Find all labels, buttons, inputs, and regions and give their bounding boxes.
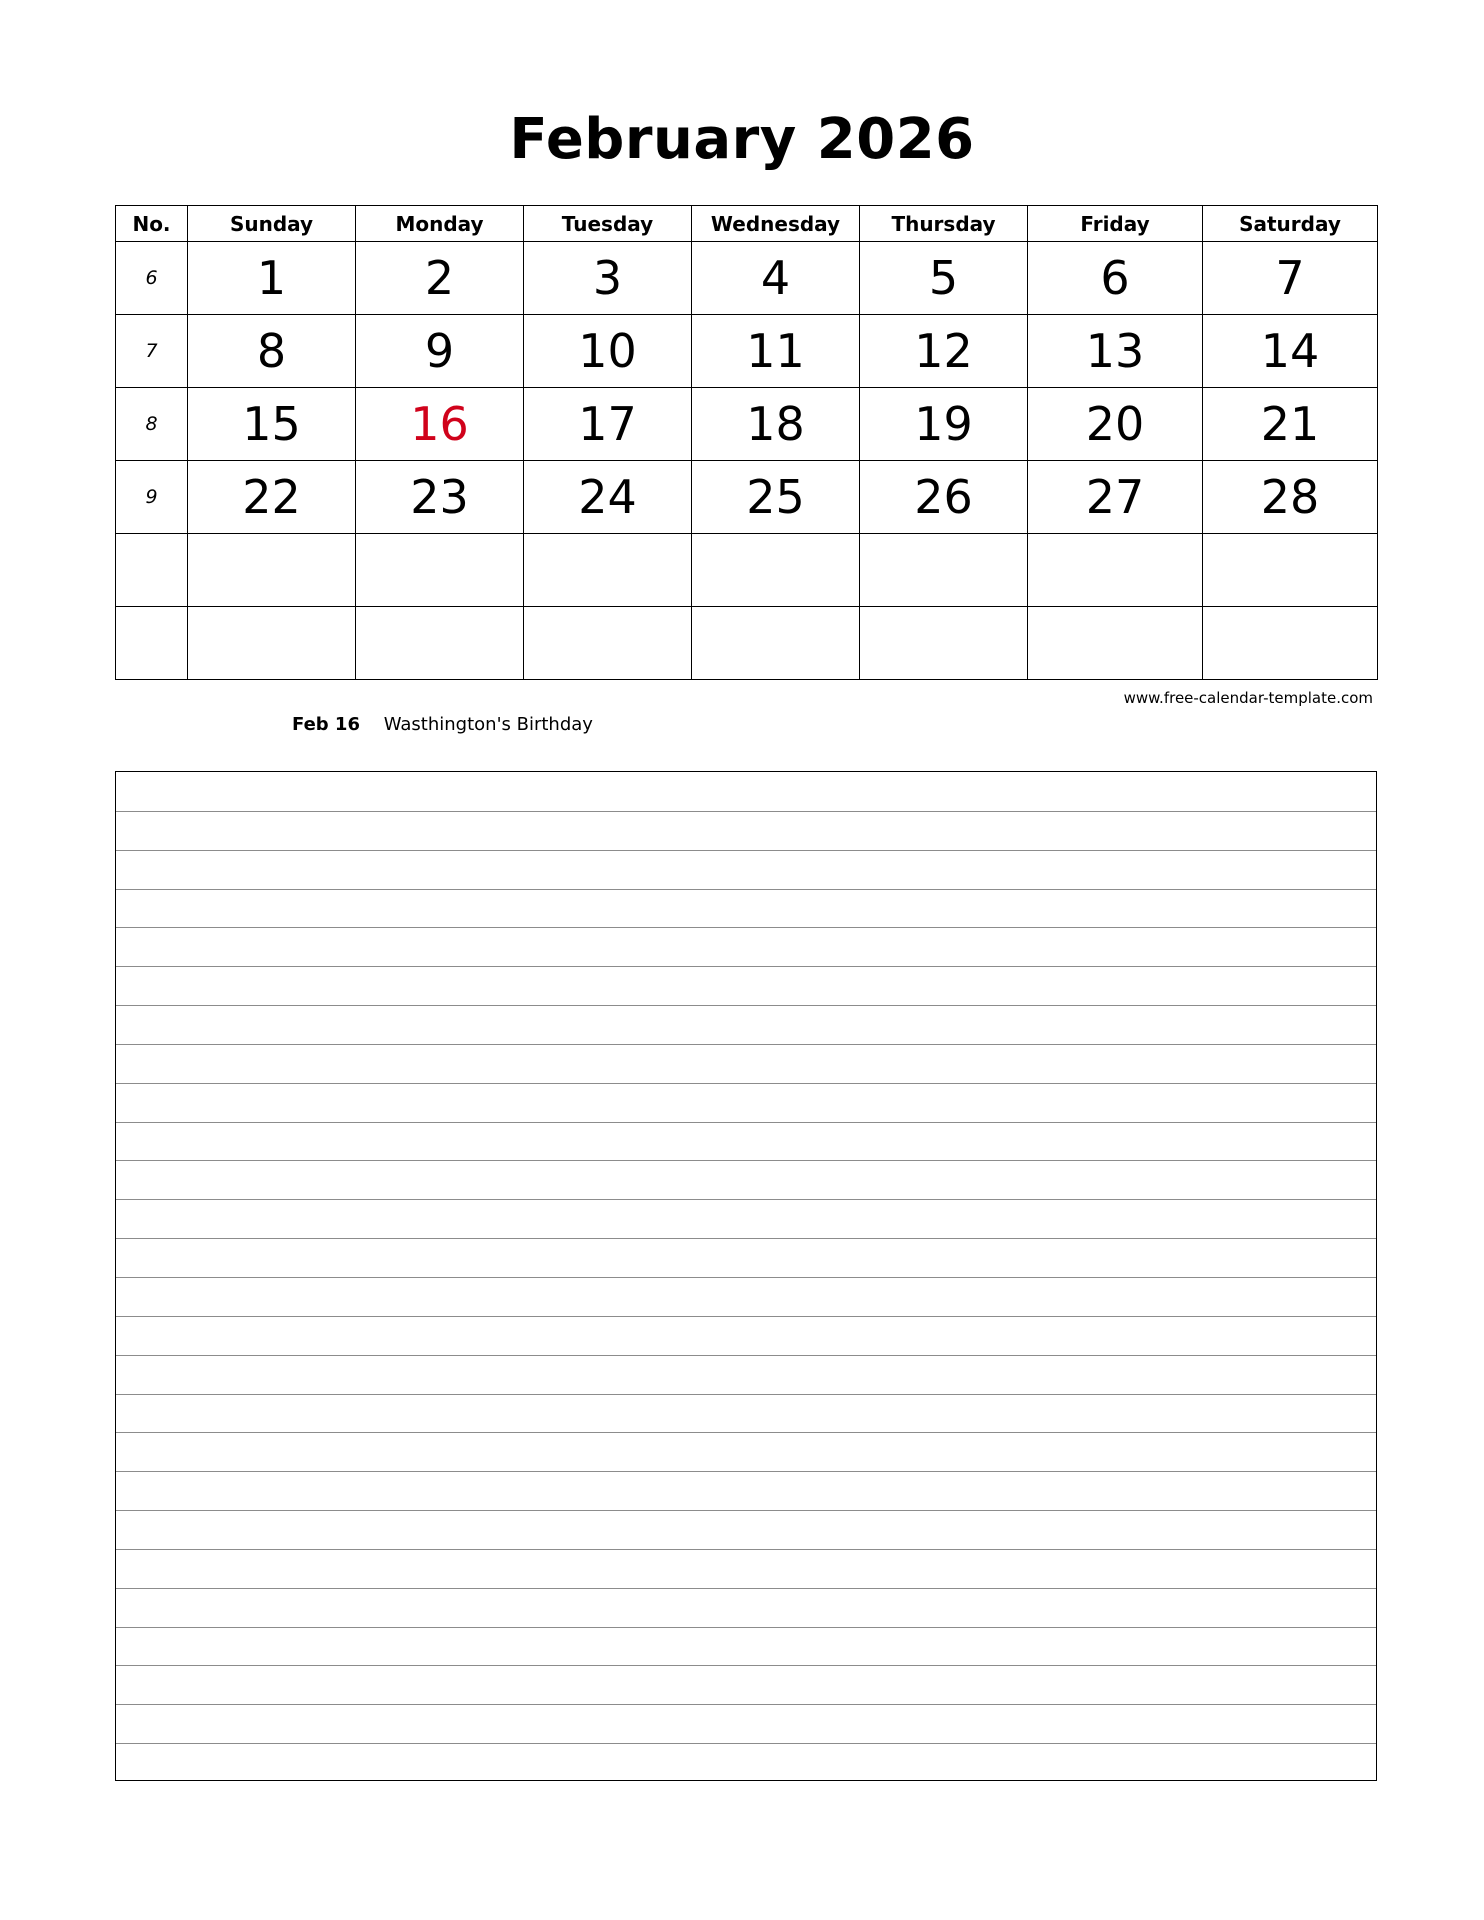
- day-cell: 23: [356, 461, 524, 534]
- empty-day-cell: [1028, 607, 1203, 680]
- calendar-week-row: [116, 242, 1378, 315]
- notes-line: [116, 1199, 1376, 1200]
- notes-line: [116, 1665, 1376, 1666]
- day-cell: 21: [1203, 388, 1378, 461]
- source-credit: www.free-calendar-template.com: [1123, 689, 1373, 707]
- day-cell: 19: [860, 388, 1028, 461]
- day-cell: 27: [1028, 461, 1203, 534]
- notes-line: [116, 1627, 1376, 1628]
- day-cell: 20: [1028, 388, 1203, 461]
- week-number: [116, 534, 188, 607]
- day-cell: 22: [188, 461, 356, 534]
- notes-line: [116, 1355, 1376, 1356]
- day-cell: 1: [188, 242, 356, 315]
- notes-line: [116, 1704, 1376, 1705]
- day-cell: 4: [692, 242, 860, 315]
- notes-line: [116, 927, 1376, 928]
- weekday-header: Friday: [1028, 206, 1203, 242]
- day-cell: 14: [1203, 315, 1378, 388]
- notes-line: [116, 1005, 1376, 1006]
- empty-day-cell: [860, 534, 1028, 607]
- weekday-header: Wednesday: [692, 206, 860, 242]
- calendar-week-row: [116, 315, 1378, 388]
- week-number: [116, 607, 188, 680]
- notes-line: [116, 1277, 1376, 1278]
- day-cell: 18: [692, 388, 860, 461]
- page-title: February 2026: [509, 107, 975, 172]
- empty-day-cell: [524, 534, 692, 607]
- day-cell: 12: [860, 315, 1028, 388]
- notes-line: [116, 966, 1376, 967]
- notes-line: [116, 1432, 1376, 1433]
- empty-day-cell: [1028, 534, 1203, 607]
- empty-day-cell: [356, 607, 524, 680]
- empty-day-cell: [692, 607, 860, 680]
- holiday-date: Feb 16: [292, 714, 360, 735]
- notes-line: [116, 889, 1376, 890]
- day-cell: 6: [1028, 242, 1203, 315]
- calendar-week-row: [116, 461, 1378, 534]
- notes-line: [116, 1316, 1376, 1317]
- weekday-header: Tuesday: [524, 206, 692, 242]
- day-cell: 5: [860, 242, 1028, 315]
- notes-line: [116, 1510, 1376, 1511]
- weekday-header: Thursday: [860, 206, 1028, 242]
- day-cell: 7: [1203, 242, 1378, 315]
- calendar-grid: [115, 205, 1378, 680]
- week-number-header: No.: [116, 206, 188, 242]
- week-number: 6: [116, 242, 188, 315]
- day-cell: 17: [524, 388, 692, 461]
- notes-line: [116, 1122, 1376, 1123]
- day-cell: 24: [524, 461, 692, 534]
- notes-line: [116, 1549, 1376, 1550]
- notes-line: [116, 1083, 1376, 1084]
- notes-line: [116, 1238, 1376, 1239]
- notes-line: [116, 1394, 1376, 1395]
- empty-day-cell: [1203, 534, 1378, 607]
- day-cell: 8: [188, 315, 356, 388]
- day-cell: 16: [356, 388, 524, 461]
- notes-line: [116, 1160, 1376, 1161]
- notes-line: [116, 850, 1376, 851]
- day-cell: 13: [1028, 315, 1203, 388]
- empty-day-cell: [356, 534, 524, 607]
- day-cell: 28: [1203, 461, 1378, 534]
- notes-line: [116, 1044, 1376, 1045]
- day-cell: 3: [524, 242, 692, 315]
- calendar-week-row: [116, 388, 1378, 461]
- day-cell: 25: [692, 461, 860, 534]
- notes-line: [116, 811, 1376, 812]
- week-number: 9: [116, 461, 188, 534]
- calendar-week-row: [116, 534, 1378, 607]
- notes-area: [115, 771, 1377, 1781]
- notes-line: [116, 1471, 1376, 1472]
- day-cell: 26: [860, 461, 1028, 534]
- day-cell: 10: [524, 315, 692, 388]
- weekday-header: Sunday: [188, 206, 356, 242]
- empty-day-cell: [1203, 607, 1378, 680]
- holiday-list-item: [292, 714, 593, 735]
- empty-day-cell: [860, 607, 1028, 680]
- empty-day-cell: [692, 534, 860, 607]
- week-number: 8: [116, 388, 188, 461]
- calendar-week-row: [116, 607, 1378, 680]
- day-cell: 2: [356, 242, 524, 315]
- weekday-header: Monday: [356, 206, 524, 242]
- empty-day-cell: [188, 534, 356, 607]
- empty-day-cell: [188, 607, 356, 680]
- holiday-name: Wasthington's Birthday: [383, 714, 593, 735]
- empty-day-cell: [524, 607, 692, 680]
- week-number: 7: [116, 315, 188, 388]
- weekday-header-row: [116, 206, 1378, 242]
- day-cell: 11: [692, 315, 860, 388]
- notes-line: [116, 1588, 1376, 1589]
- day-cell: 9: [356, 315, 524, 388]
- weekday-header: Saturday: [1203, 206, 1378, 242]
- notes-line: [116, 1743, 1376, 1744]
- day-cell: 15: [188, 388, 356, 461]
